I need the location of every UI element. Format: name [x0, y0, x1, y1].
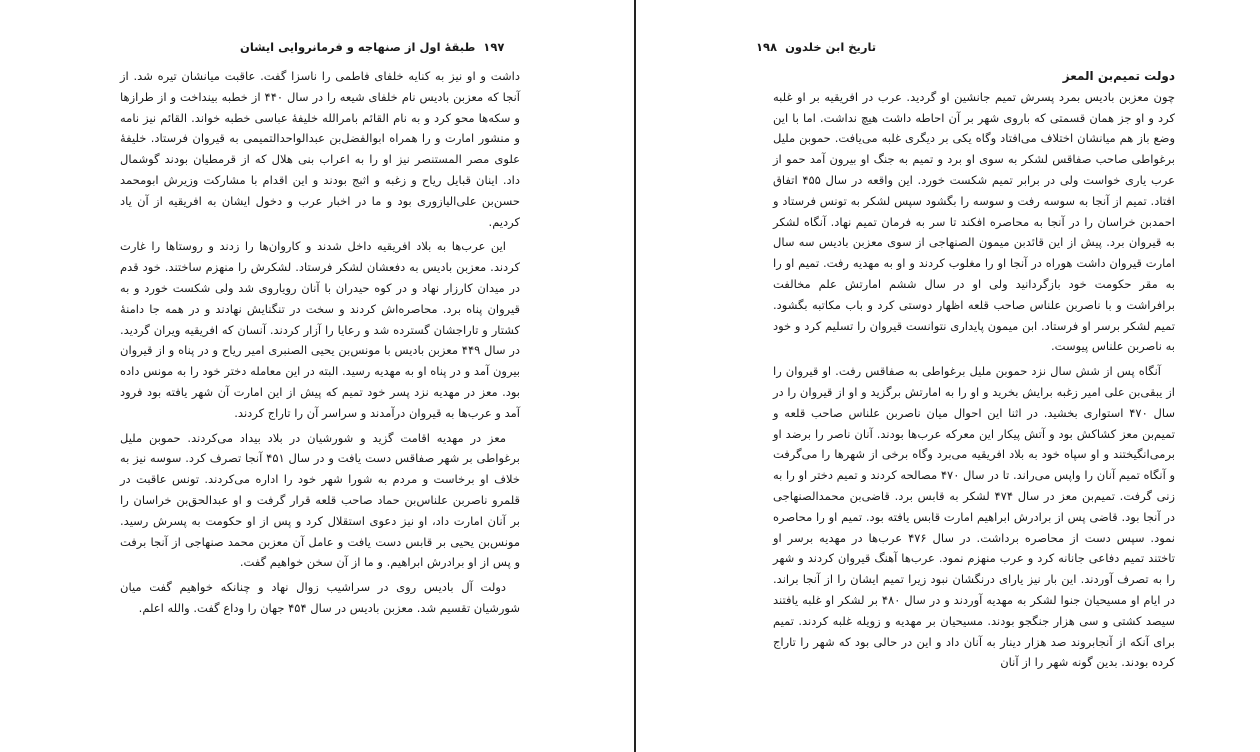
page-number: ١٩٧	[483, 40, 505, 54]
section-title: دولت تمیم‌بن المعز	[1062, 69, 1175, 83]
running-head: تاریخ ابن خلدون	[785, 40, 877, 54]
page-number: ١٩٨	[756, 40, 778, 54]
left-page-body	[120, 66, 520, 623]
right-page-body	[773, 66, 1175, 677]
right-page-header	[756, 38, 1175, 56]
paragraph: این عرب‌ها به بلاد افریقیه داخل شدند و کاروان‌ها را زدند و روستاها را غارت کردند. معزبن بادیس به دفعشان لشکر فرستاد. لشکرش را منهزم ساختند. خود قدم در میدان کارزار نهاد و در کوه حیدران با آنان رویاروی شد ولی شکست خورد و به قیروان پناه برد. محاصره‌اش کردند و سخت در تنگنایش نهادند و در همه جا دامنهٔ کشتار و تاراجشان گسترده شد و رعایا را آزار کردند. آنسان که افریقیه ویران گردید. در سال ۴۴۹ معزبن بادیس با مونس‌بن یحیی الصنبری امیر ریاح و در پناه و از قیروان بیرون آمد و در پناه او به مهدیه رسید. البته در این معامله دختر خود را به مونس داده بود. معز در مهدیه نزد پسر خود تمیم که پیش از این امارت آن شهر یافته بود فرود آمد و عرب‌ها به قیروان درآمدند و سراسر آن را تاراج کردند.	[120, 239, 520, 420]
paragraph: معز در مهدیه اقامت گزید و شورشیان در بلاد بیداد می‌کردند. حموبن ملیل برغواطی بر شهر صفاقس دست یافت و در سال ۴۵۱ آنجا تصرف کرد. سوسه نیز به خلاف او برخاست و مردم به شورا شهر خود را اداره می‌کردند. تونس عاقبت در قلمرو ناصربن علناس‌بن حماد صاحب قلعه قرار گرفت و او عبدالحق‌بن خراسان را بر آنان امارت داد، او نیز دعوی استقلال کرد و پس از او حکومت به پسرش رسید. مونس‌بن یحیی بر قابس دست یافت و عامل آن معزبن محمد صنهاجی از آنجا برفت و پس از او برادرش ابراهیم. و ما از آن سخن خواهیم گفت.	[120, 430, 520, 570]
paragraph: چون معزبن بادیس بمرد پسرش تمیم جانشین او گردید. عرب در افریقیه بر او غلبه کرد و او جز همان قسمتی که باروی شهر بر آن احاطه داشت هیچ نداشت. اما با این وضع باز هم میانشان اختلاف می‌افتاد وگاه یکی بر دیگری غلبه می‌یافت. حموبن ملیل برغواطی صاحب صفاقس لشکر به سوی او برد و تمیم به جنگ او بیرون آمد حمو از عرب یاری خواست ولی در برابر تمیم شکست خورد. این واقعه در سال ۴۵۵ اتفاق افتاد. تمیم از آنجا به سوسه رفت و سوسه را بگشود سپس لشکر به تونس فرستاد و احمدبن خراسان را در آنجا به محاصره افکند تا سر به فرمان تمیم نهاد. آنگاه لشکر به قیروان برد. پیش از این قائدبن میمون الصنهاجی از سوی معزبن بادیس سه سال امارت قیروان داشت هوراه در آنجا او را مغلوب کردند و او به مهدیه رفت. تمیم او را به مقر حکومت خود بازگردانید ولی او در سال ششم امارتش علم مخالفت برافراشت و با ناصربن علناس صاحب قلعه اظهار دوستی کرد و باب مکاتبه بگشود. تمیم لشکر برسر او فرستاد. ابن میمون پایداری نتوانست قیروان را تسلیم کرد و خود به ناصربن علناس پیوست.	[773, 89, 1175, 354]
paragraph: دولت آل بادیس روی در سراشیب زوال نهاد و چنانکه خواهیم گفت میان شورشیان تقسیم شد. معزبن بادیس در سال ۴۵۴ جهان را وداع گفت. والله اعلم.	[120, 580, 520, 615]
paragraph: داشت و او نیز به کنایه خلفای فاطمی را ناسزا گفت. عاقبت میانشان تیره شد. از آنجا که معزبن بادیس نام خلفای شیعه را در سال ۴۴۰ از خطبه بینداخت و از طرازها و سکه‌ها محو کرد و به نام القائم بامرالله خلیفهٔ عباسی خطبه خواند. القائم نیز نامه و منشور امارت و را همراه ابوالفضل‌بن عبدالواحدالتمیمی به قیروان فرستاد. خلیفهٔ علوی مصر المستنصر نیز او را به اعراب بنی هلال که از قرمطیان بودند گوشمال داد. اینان قبایل ریاح و زغبه و اثبج بودند و این اقدام با مشارکت وزیرش ابومحمد حسن‌بن علی‌الیازوری بود و ما در اخبار عرب و دخول ایشان به افریقیه از آن یاد کردیم.	[120, 69, 520, 229]
right-page	[636, 0, 1260, 752]
left-page-header	[240, 38, 548, 56]
paragraph: آنگاه پس از شش سال نزد حموبن ملیل برغواطی به صفاقس رفت. او قیروان را از یبقی‌بن علی امیر زغبه برایش بخرید و او را به امارتش برگزید و او از قیروان را در سال ۴۷۰ استواری بخشید. در اثنا این احوال میان ناصربن علناس صاحب قلعه و تمیم‌بن معز کشاکش بود و آتش پیکار این معرکه عرب‌ها بودند. آنان ناصر را برضد او برمی‌انگیختند و او سپاه خود به بلاد افریقیه می‌برد وگاه برخی از شهرها را می‌گرفت و آنگاه تمیم آنان را واپس می‌راند. تا در سال ۴۷۰ مصالحه کردند و تمیم دختر او را به زنی گرفت. تمیم‌بن معز در سال ۴۷۴ لشکر به قابس برد. قاضی‌بن محمدالصنهاجی در آنجا بود. قاضی پس از برادرش ابراهیم امارت قابس یافته بود. تمیم او را محاصره نمود. سپس دست از محاصره برداشت. در سال ۴۷۶ عرب‌ها در مهدیه برسر او تاختند تمیم دفاعی جانانه کرد و عرب منهزم نمود. عرب‌ها آهنگ قیروان کردند و شهر را به تصرف آوردند. این بار نیز یارای درنگشان نبود زیرا تمیم ایشان را از آنجا براند. در ایام او مسیحیان جنوا لشکر به مهدیه آوردند و در سال ۴۸۰ بر لشکر او غلبه یافتند سیصد کشتی و سی هزار جنگجو بودند. مسیحیان بر مهدیه و زویله غلبه کردند. تمیم برای آنکه از آنجابروند صد هزار دینار به آنان داد و این در حالی بود که شهر را تاراج کرده بودند. بدین گونه شهر را از آنان	[773, 364, 1176, 670]
running-head: طبقهٔ اول از صنهاجه و فرمانروایی ایشان	[240, 40, 476, 54]
